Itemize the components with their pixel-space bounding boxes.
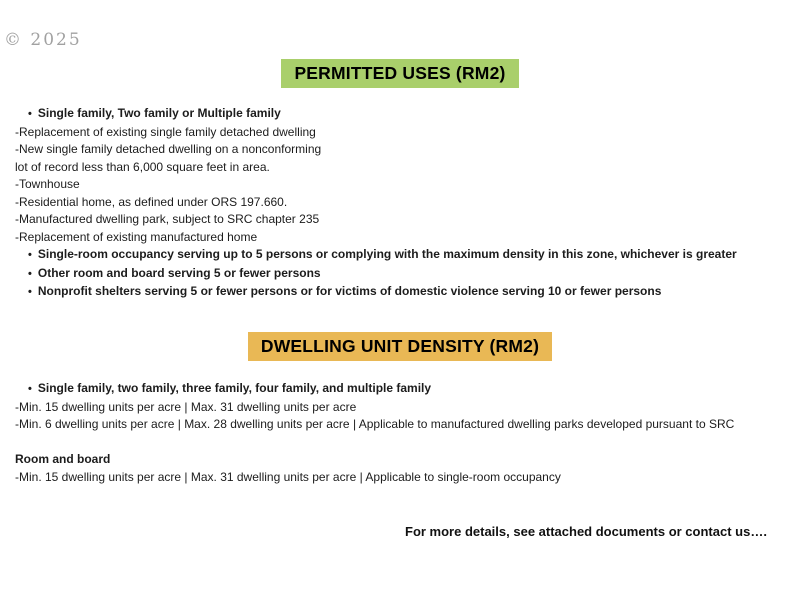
- dwelling-density-heading-row: [0, 332, 800, 361]
- list-item: -Manufactured dwelling park, subject to SRC chapter 235: [15, 212, 320, 226]
- list-item: -New single family detached dwelling on a nonconforming: [15, 142, 322, 156]
- list-item: -Min. 6 dwelling units per acre | Max. 28 dwelling units per acre | Applicable to manufactured dwelling parks developed pursuant to SRC: [15, 417, 735, 431]
- bullet-icon: •: [28, 286, 32, 298]
- list-item-text: Other room and board serving 5 or fewer persons: [37, 265, 321, 280]
- list-item: [0, 265, 800, 284]
- list-item: lot of record less than 6,000 square feet in area.: [15, 159, 270, 174]
- dwelling-density-heading: DWELLING UNIT DENSITY (RM2): [248, 332, 552, 361]
- list-item: Room and board: [15, 452, 111, 466]
- list-item: -Replacement of existing single family detached dwelling: [15, 124, 316, 139]
- dwelling-density-list: [0, 380, 800, 486]
- list-item: -Replacement of existing manufactured home: [15, 229, 258, 244]
- list-item: -Min. 15 dwelling units per acre | Max. 31 dwelling units per acre | Applicable to single-room occupancy: [15, 469, 561, 484]
- list-item: [0, 105, 800, 124]
- list-item: [0, 434, 800, 452]
- list-item: [0, 283, 800, 302]
- bullet-icon: •: [28, 383, 32, 395]
- permitted-uses-list: [0, 105, 800, 302]
- list-item: [0, 380, 800, 399]
- list-item: -Residential home, as defined under ORS 197.660.: [15, 194, 288, 209]
- copyright-watermark: © 2025: [4, 30, 82, 50]
- list-item-text: Single-room occupancy serving up to 5 persons or complying with the maximum density in this zone, whichever is greater: [37, 247, 737, 261]
- bullet-icon: •: [28, 108, 32, 120]
- footer-note: For more details, see attached documents or contact us….: [405, 524, 767, 539]
- bullet-icon: •: [28, 249, 32, 261]
- list-item: -Min. 15 dwelling units per acre | Max. 31 dwelling units per acre: [15, 399, 357, 414]
- bullet-icon: •: [28, 267, 32, 280]
- list-item-text: Single family, two family, three family, four family, and multiple family: [37, 381, 432, 395]
- list-item: [0, 246, 800, 265]
- permitted-uses-heading: PERMITTED USES (RM2): [281, 59, 518, 88]
- list-item: -Townhouse: [15, 177, 80, 191]
- permitted-uses-heading-row: [0, 59, 800, 88]
- list-item-text: Single family, Two family or Multiple family: [37, 106, 281, 120]
- list-item-text: Nonprofit shelters serving 5 or fewer persons or for victims of domestic violence serving 10 or fewer persons: [37, 284, 662, 298]
